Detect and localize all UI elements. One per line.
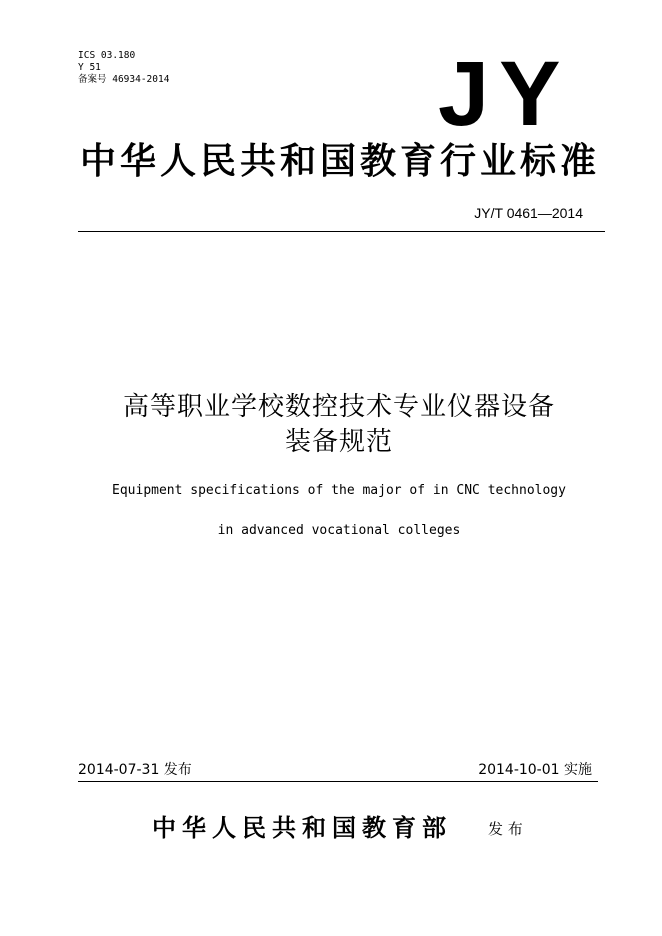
document-title-zh-line2: 装备规范 xyxy=(284,427,393,457)
document-title-en-line2: in advanced vocational colleges xyxy=(217,523,461,538)
standard-category-title: 中华人民共和国教育行业标准 xyxy=(80,141,601,181)
publisher-name: 中华人民共和国教育部 xyxy=(152,816,452,842)
document-title-en-line1: Equipment specifications of the major of in CNC technology xyxy=(112,483,566,498)
filing-number: 备案号 46934-2014 xyxy=(78,74,170,85)
release-date: 2014-07-31 发布 xyxy=(78,762,192,778)
header-divider xyxy=(78,231,605,232)
publish-label: 发 布 xyxy=(488,820,523,838)
classification-info xyxy=(78,50,169,86)
jy-logo: JY xyxy=(438,43,571,145)
standard-code: JY/T 0461—2014 xyxy=(474,205,583,221)
implementation-date: 2014-10-01 实施 xyxy=(478,762,592,778)
document-title-zh-line1: 高等职业学校数控技术专业仪器设备 xyxy=(122,392,555,422)
category-code: Y 51 xyxy=(78,62,101,73)
ics-code: ICS 03.180 xyxy=(78,50,136,61)
footer-divider xyxy=(78,781,598,782)
